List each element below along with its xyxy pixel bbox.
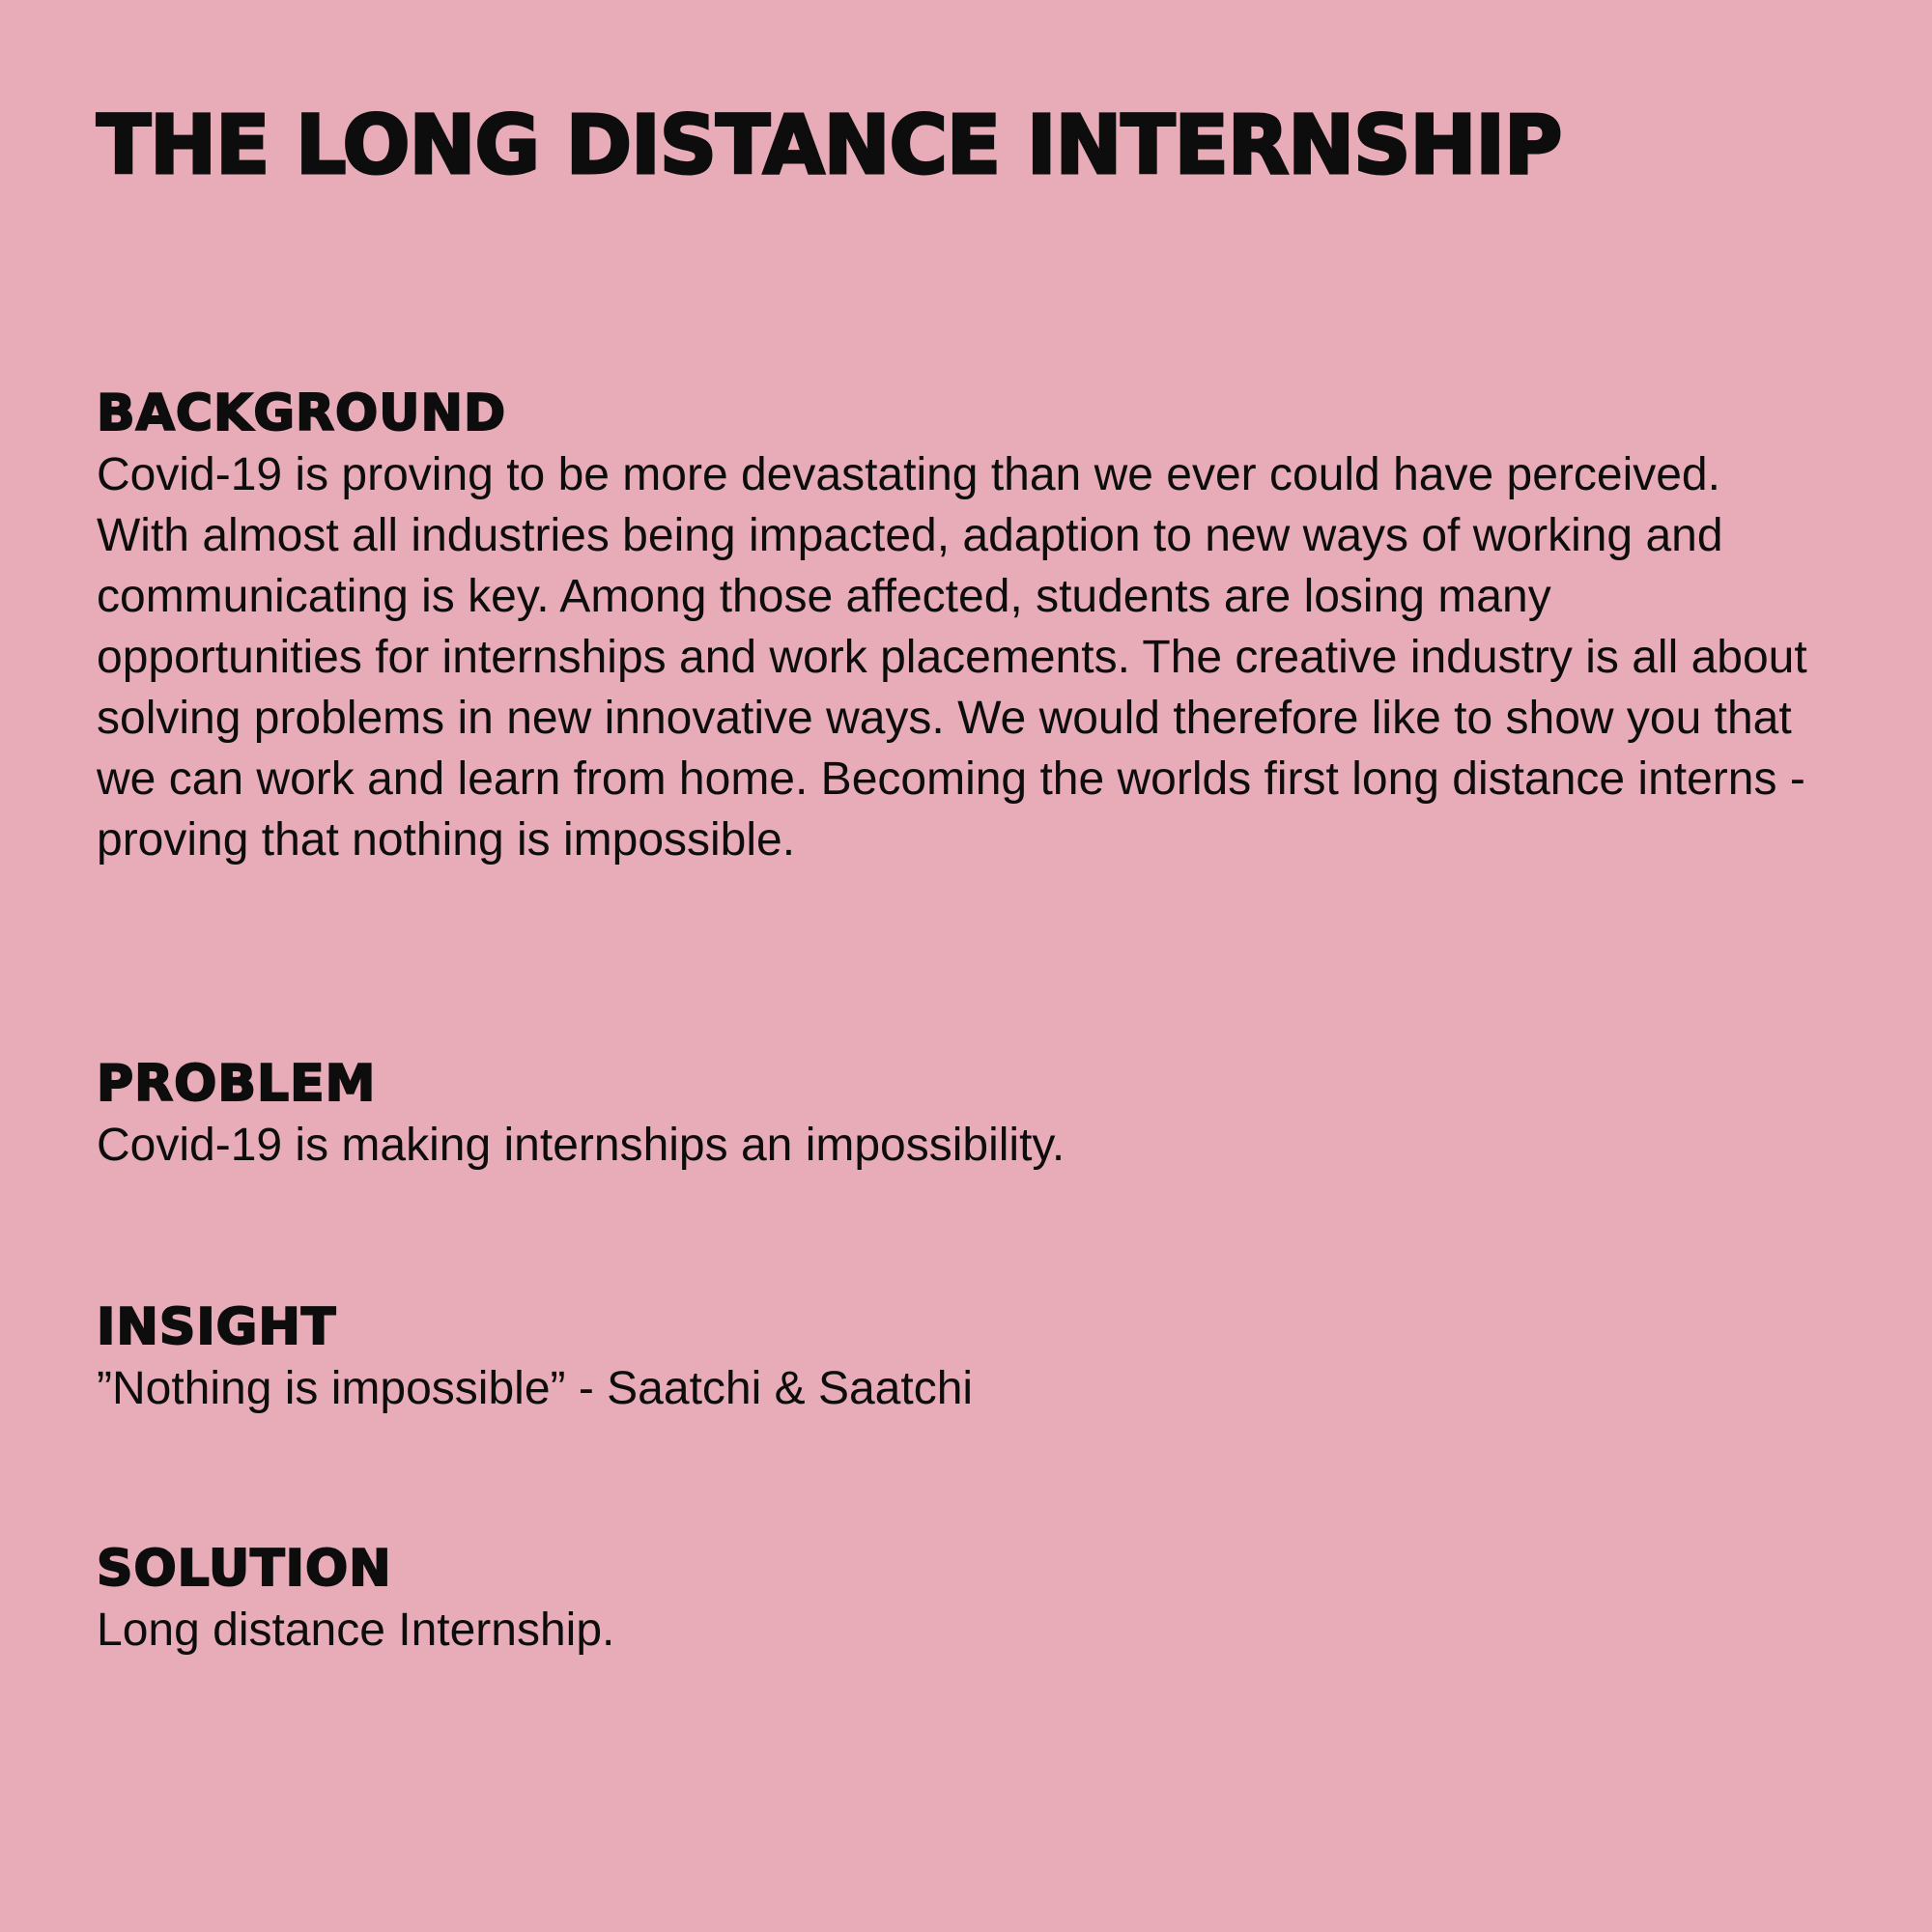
problem-section (97, 1053, 1835, 1176)
solution-section (97, 1538, 1835, 1661)
background-text: Covid-19 is proving to be more devastating than we ever could have perceived. With almost all industries being impacted, adaption to new ways of working and communicating is key. Among those affected, students are losing many opportunities for internships and work placements. The creative industry is all about solving problems in new innovative ways. We would therefore like to show you that we can work and learn from home. Becoming the worlds first long distance interns - proving that nothing is impossible. (97, 449, 1807, 866)
problem-heading: PROBLEM (97, 1055, 377, 1113)
page-title: THE LONG DISTANCE INTERNSHIP (97, 98, 1562, 192)
insight-heading: INSIGHT (97, 1298, 337, 1356)
problem-text: Covid-19 is making internships an impossibility. (97, 1120, 1065, 1171)
background-section (97, 383, 1835, 870)
background-heading: BACKGROUND (97, 384, 507, 442)
insight-text: ”Nothing is impossible” - Saatchi & Saatchi (97, 1363, 974, 1414)
solution-heading: SOLUTION (97, 1540, 392, 1598)
solution-text: Long distance Internship. (97, 1605, 615, 1656)
insight-section (97, 1296, 1835, 1419)
